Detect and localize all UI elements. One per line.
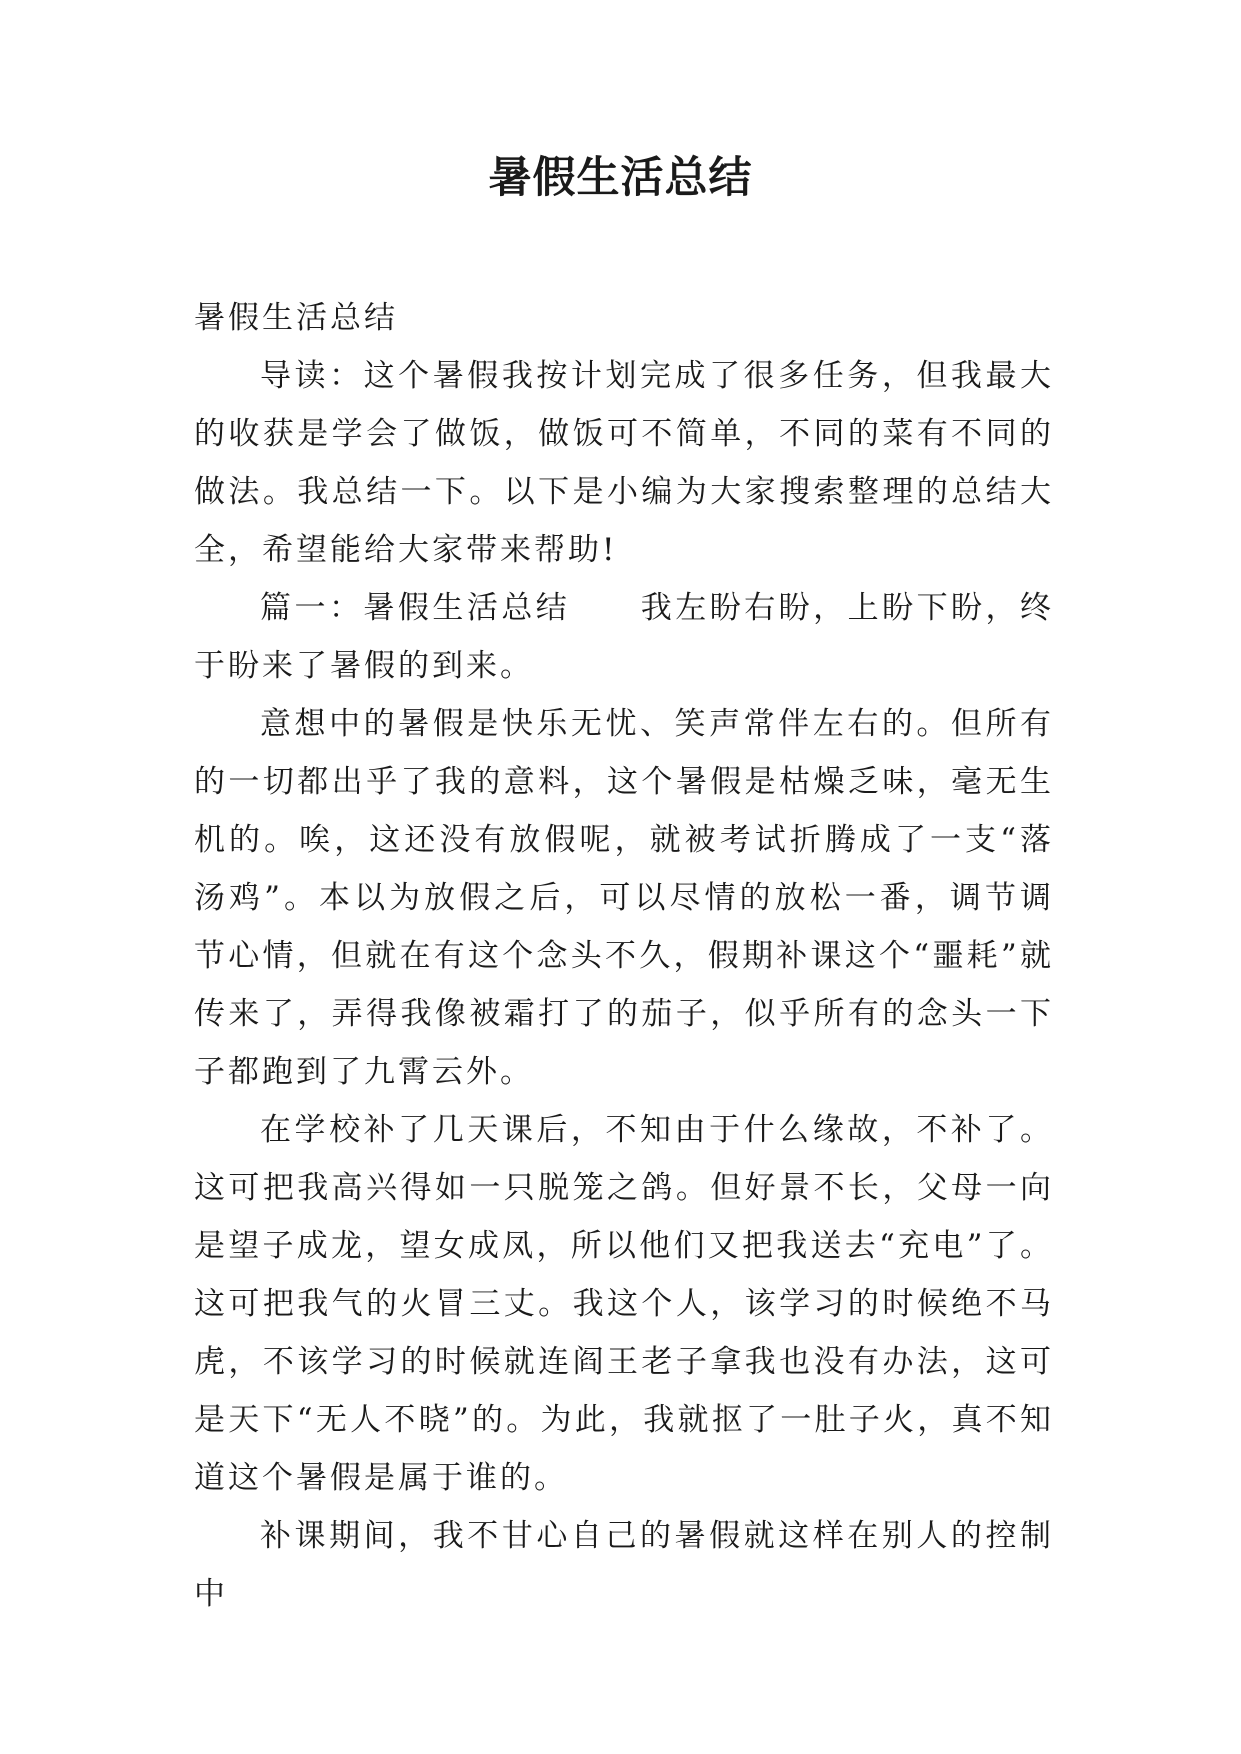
document-title: 暑假生活总结	[488, 153, 753, 203]
intro-paragraph: 导读：这个暑假我按计划完成了很多任务，但我最大的收获是学会了做饭，做饭可不简单，不同的菜有不同的做法。我总结一下。以下是小编为大家搜索整理的总结大全，希望能给大家带来帮助!	[194, 358, 1054, 568]
section-1-heading: 篇一：暑假生活总结	[260, 590, 571, 626]
body-paragraph: 补课期间，我不甘心自己的暑假就这样在别人的控制中	[194, 1518, 1054, 1612]
document-body	[194, 289, 1054, 1623]
body-paragraph: 意想中的暑假是快乐无忧、笑声常伴左右的。但所有的一切都出乎了我的意料，这个暑假是枯燥乏味，毫无生机的。唉，这还没有放假呢，就被考试折腾成了一支“落汤鸡”。本以为放假之后，可以尽情的放松一番，调节调节心情，但就在有这个念头不久，假期补课这个“噩耗”就传来了，弄得我像被霜打了的茄子，似乎所有的念头一下子都跑到了九霄云外。	[194, 706, 1054, 1090]
section-1-text: 我左盼右盼，上盼下盼，终于盼来了暑假的到来。	[194, 590, 1055, 684]
section-1-paragraph	[194, 579, 1054, 695]
body-paragraph: 在学校补了几天课后，不知由于什么缘故，不补了。这可把我高兴得如一只脱笼之鸽。但好景不长，父母一向是望子成龙，望女成凤，所以他们又把我送去“充电”了。这可把我气的火冒三丈。我这个人，该学习的时候绝不马虎，不该学习的时候就连阎王老子拿我也没有办法，这可是天下“无人不晓”的。为此，我就抠了一肚子火，真不知道这个暑假是属于谁的。	[194, 1112, 1054, 1496]
document-subtitle: 暑假生活总结	[194, 300, 398, 336]
